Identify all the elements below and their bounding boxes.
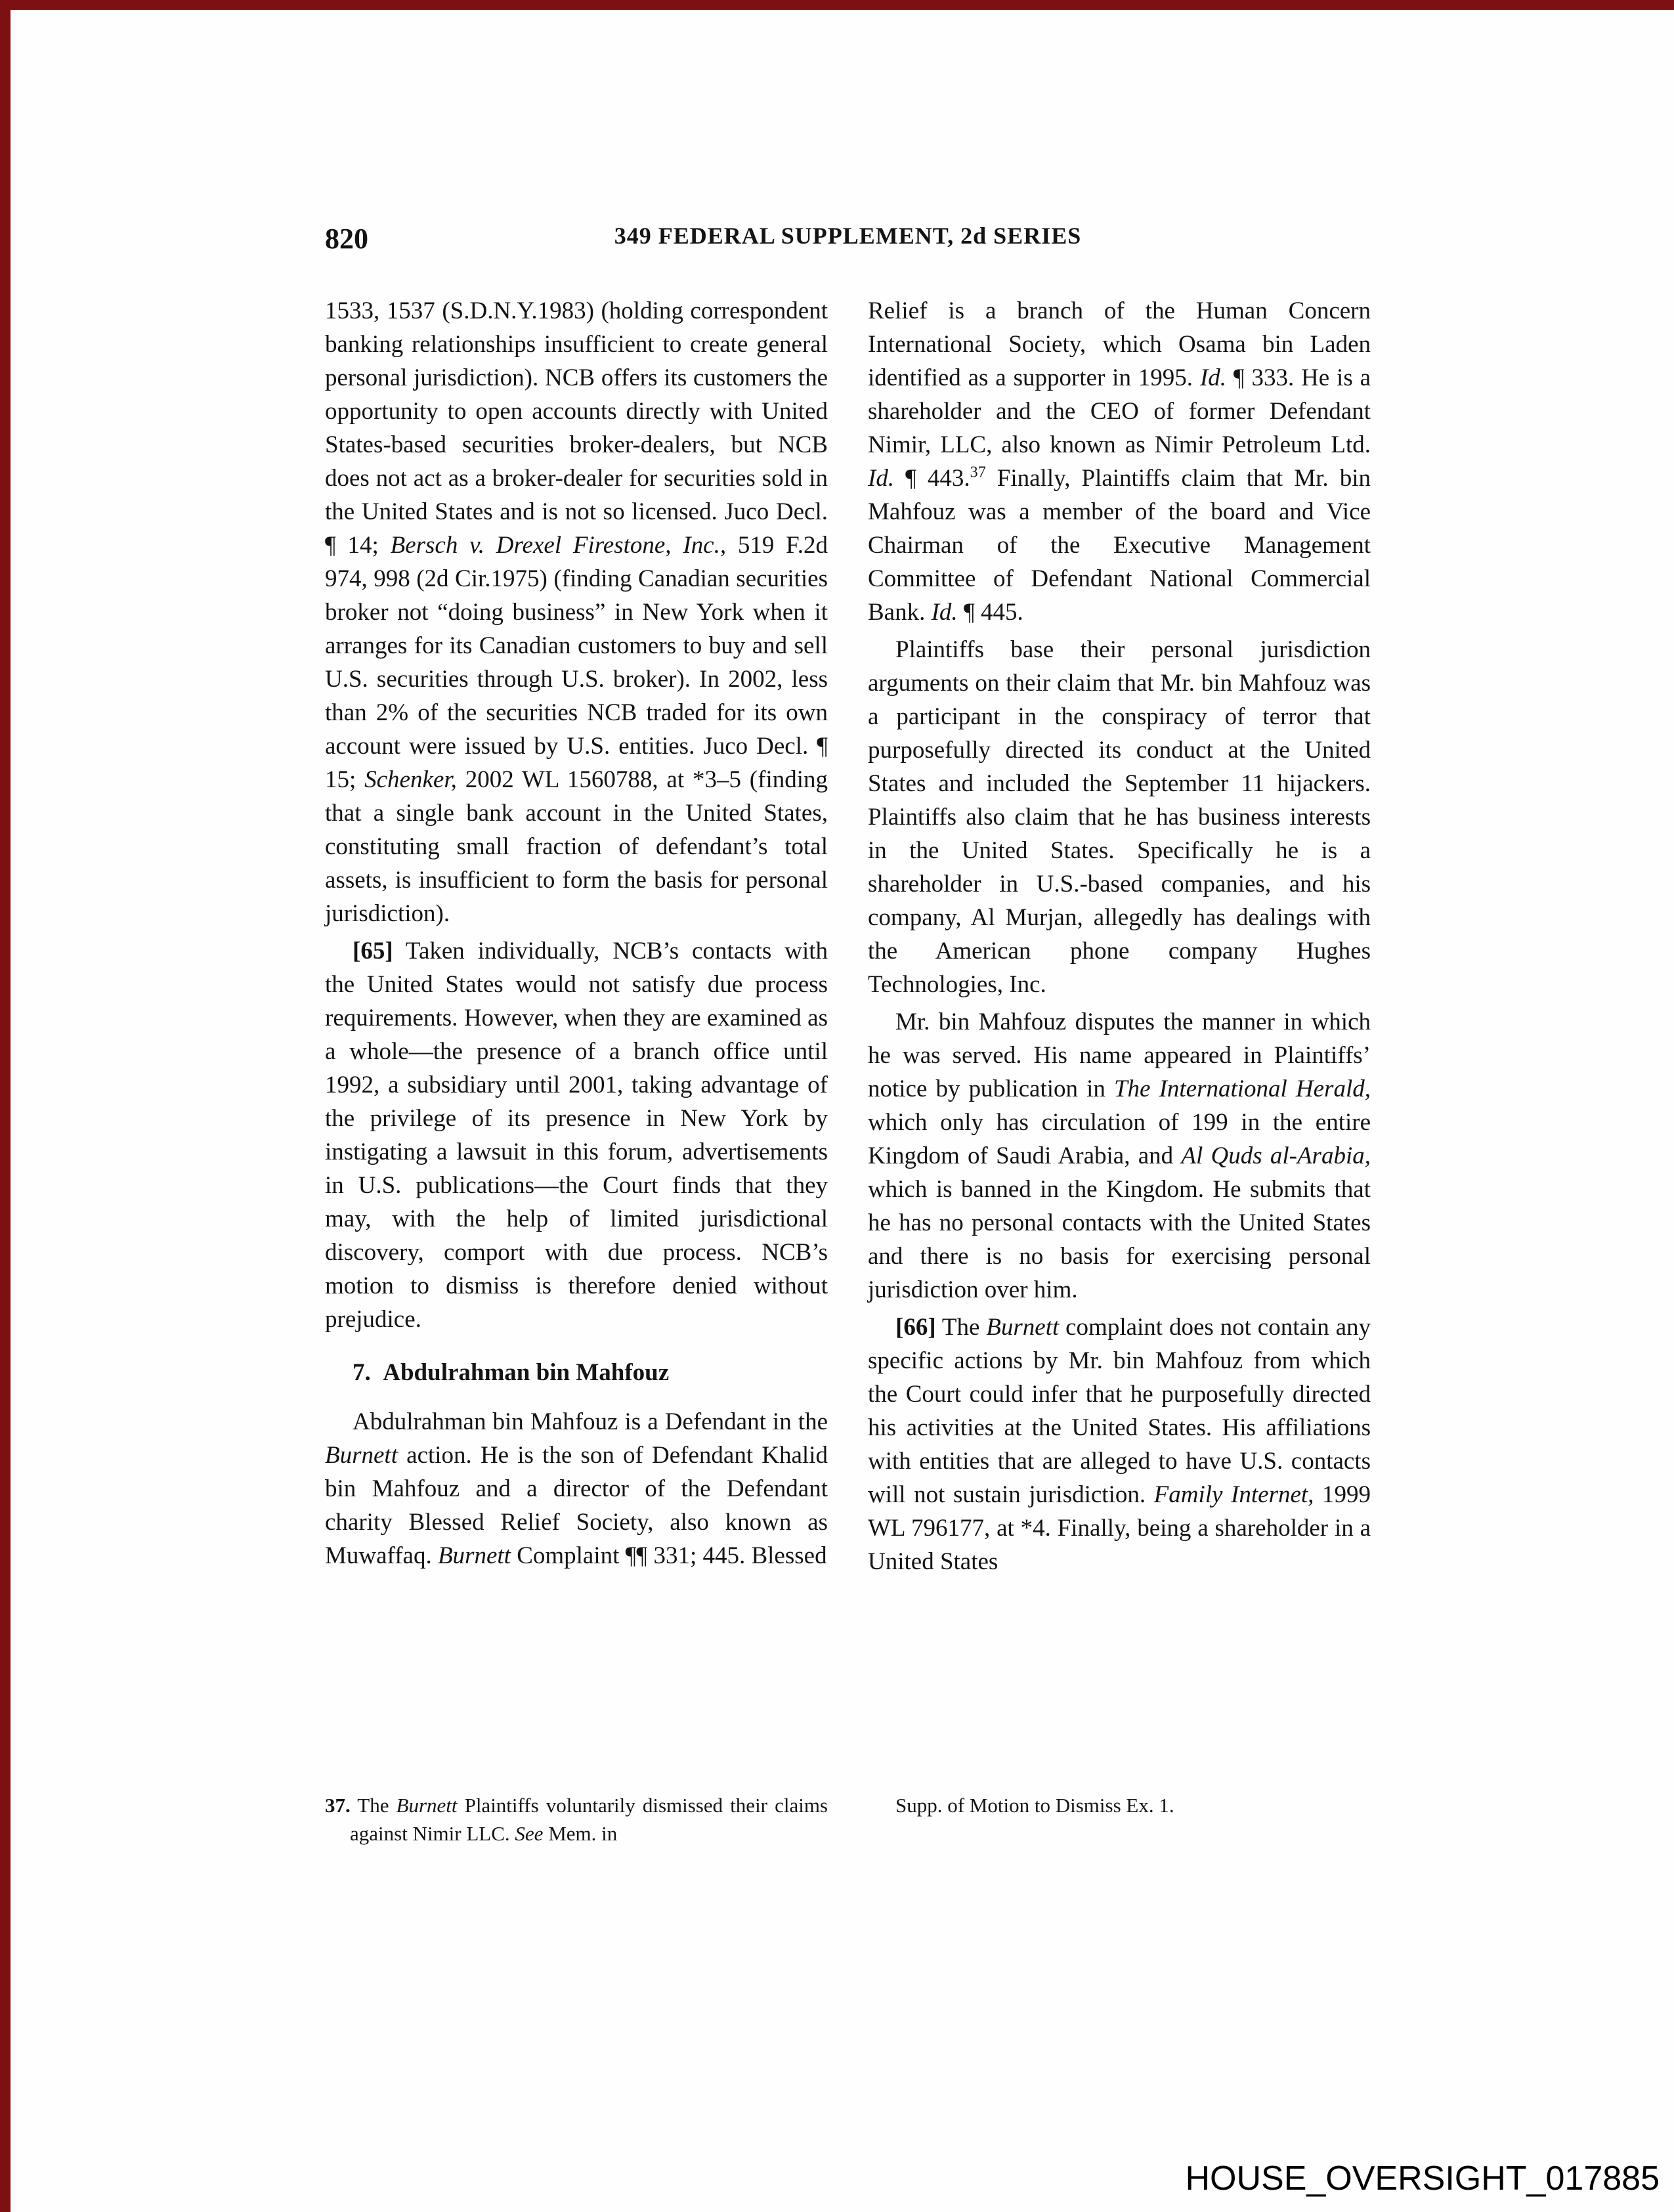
footnote-section bbox=[325, 1791, 1371, 1848]
text-run: The bbox=[935, 1314, 987, 1341]
text-run: The International Herald, bbox=[1113, 1075, 1371, 1102]
text-run: Finally, Plaintiffs claim that Mr. bin Mahfouz was a member of the board and Vice Chairman of the Executive Management Committee of Defendant National Commercial Bank. bbox=[868, 465, 1371, 626]
text-run: 1533, 1537 (S.D.N.Y.1983) (holding correspondent banking relationships insufficient to create general personal jurisdiction). NCB offers its customers the opportunity to open accounts directly with United States-based securities broker-dealers, but NCB does not act as a broker-dealer for securities sold in the United States and is not so licensed. Juco Decl. ¶ 14; bbox=[325, 297, 828, 559]
section-heading bbox=[353, 1356, 828, 1389]
paragraph bbox=[868, 294, 1371, 629]
paragraph bbox=[868, 1005, 1371, 1307]
page-header bbox=[325, 222, 1371, 261]
text-run: Id. bbox=[931, 599, 958, 626]
text-run: 37. bbox=[325, 1794, 351, 1817]
text-run: Schenker, bbox=[364, 766, 457, 793]
footnote-reference: 37 bbox=[970, 464, 986, 481]
footnote bbox=[325, 1791, 828, 1848]
text-run: Al Quds al-Arabia, bbox=[1181, 1142, 1371, 1169]
footnote-column-left bbox=[325, 1791, 828, 1848]
footnote-column-right bbox=[868, 1791, 1371, 1848]
bates-stamp: HOUSE_OVERSIGHT_017885 bbox=[1185, 2159, 1660, 2198]
paragraph bbox=[325, 294, 828, 930]
text-run: which only has circulation of 199 in the entire Kingdom of Saudi Arabia, and bbox=[868, 1109, 1371, 1169]
text-run: Taken individually, NCB’s contacts with the United States would not satisfy due process requirements. However, when they are examined as a whole—the presence of a branch office until 1992, a subsidiary until 2001, taking advantage of the privilege of its presence in New York by instigating a lawsuit in this forum, advertisements in U.S. publications—the Court finds that they may, with the help of limited jurisdictional discovery, comport with due process. NCB’s motion to dismiss is therefore denied without prejudice. bbox=[325, 938, 828, 1333]
text-run: Family Internet, bbox=[1153, 1481, 1314, 1508]
paragraph bbox=[325, 1405, 828, 1572]
right-column bbox=[868, 294, 1371, 1578]
text-run: [66] bbox=[895, 1314, 936, 1341]
text-run: 7. Abdulrahman bin Mahfouz bbox=[353, 1359, 670, 1386]
text-run: 2002 WL 1560788, at *3–5 (finding that a single bank account in the United States, constituting small fraction of defendant’s total assets, is insufficient to form the basis for personal jurisdiction). bbox=[325, 766, 828, 927]
text-run: ¶ 443. bbox=[894, 465, 970, 492]
text-run: Mr. bin Mahfouz disputes the manner in which he was served. His name appeared in Plaintiffs’ notice by publication in bbox=[868, 1008, 1371, 1102]
text-run: Plaintiffs base their personal jurisdiction arguments on their claim that Mr. bin Mahfouz was a participant in the conspiracy of terror that purposefully directed its conduct at the United States and included the September 11 hijackers. Plaintiffs also claim that he has business interests in the United States. Specifically he is a shareholder in U.S.-based companies, and his company, Al Murjan, allegedly has dealings with the American phone company Hughes Technologies, Inc. bbox=[868, 636, 1371, 998]
text-run: 519 F.2d 974, 998 (2d Cir.1975) (finding Canadian securities broker not “doing business” in New York when it arranges for its Canadian customers to buy and sell U.S. securities through U.S. broker). In 2002, less than 2% of the securities NCB traded for its own account were issued by U.S. entities. Juco Decl. ¶ 15; bbox=[325, 532, 828, 793]
paragraph bbox=[868, 1311, 1371, 1578]
footnote bbox=[868, 1791, 1371, 1819]
text-run: 1999 WL 796177, at *4. Finally, being a shareholder in a United States bbox=[868, 1481, 1371, 1575]
text-run: See bbox=[515, 1822, 544, 1845]
text-run: Complaint ¶¶ 331; 445. Blessed bbox=[510, 1542, 827, 1569]
text-run: [65] bbox=[353, 938, 393, 965]
text-run: Id. bbox=[1199, 364, 1226, 391]
text-run: Supp. of Motion to Dismiss Ex. 1. bbox=[895, 1794, 1174, 1817]
text-run: Id. bbox=[868, 465, 895, 492]
text-run: Relief is a branch of the Human Concern International Society, which Osama bin Laden identified as a supporter in 1995. bbox=[868, 297, 1371, 391]
left-column bbox=[325, 294, 828, 1578]
scan-edge-left bbox=[0, 0, 11, 2212]
running-header: 349 FEDERAL SUPPLEMENT, 2d SERIES bbox=[614, 223, 1082, 249]
text-run: Burnett bbox=[437, 1542, 511, 1569]
text-run: complaint does not contain any specific actions by Mr. bin Mahfouz from which the Court could infer that he purposefully directed his activities at the United States. His affiliations with entities that are alleged to have U.S. contacts will not sustain jurisdiction. bbox=[868, 1314, 1371, 1508]
scan-edge-top bbox=[0, 0, 1674, 10]
text-run: ¶ 445. bbox=[957, 599, 1023, 626]
text-run: Burnett bbox=[325, 1442, 398, 1469]
paragraph bbox=[868, 633, 1371, 1001]
text-run: which is banned in the Kingdom. He submits that he has no personal contacts with the United States and there is no basis for exercising personal jurisdiction over him. bbox=[868, 1176, 1371, 1303]
text-run: Burnett bbox=[396, 1794, 458, 1817]
text-run: Bersch v. Drexel Firestone, Inc., bbox=[390, 532, 727, 559]
page-number: 820 bbox=[325, 223, 368, 255]
paragraph bbox=[325, 934, 828, 1336]
text-run: Mem. in bbox=[543, 1822, 618, 1845]
text-run: ¶ 333. He is a shareholder and the CEO of former Defendant Nimir, LLC, also known as Nimir Petroleum Ltd. bbox=[868, 364, 1371, 458]
text-run: Plaintiffs voluntarily dismissed their claims against Nimir LLC. bbox=[350, 1794, 828, 1845]
text-run: Abdulrahman bin Mahfouz is a Defendant in the bbox=[353, 1408, 828, 1435]
text-run: action. He is the son of Defendant Khalid bin Mahfouz and a director of the Defendant charity Blessed Relief Society, also known as Muwaffaq. bbox=[325, 1442, 828, 1569]
text-run: Burnett bbox=[986, 1314, 1060, 1341]
text-run: The bbox=[350, 1794, 397, 1817]
body-columns bbox=[325, 294, 1371, 1578]
